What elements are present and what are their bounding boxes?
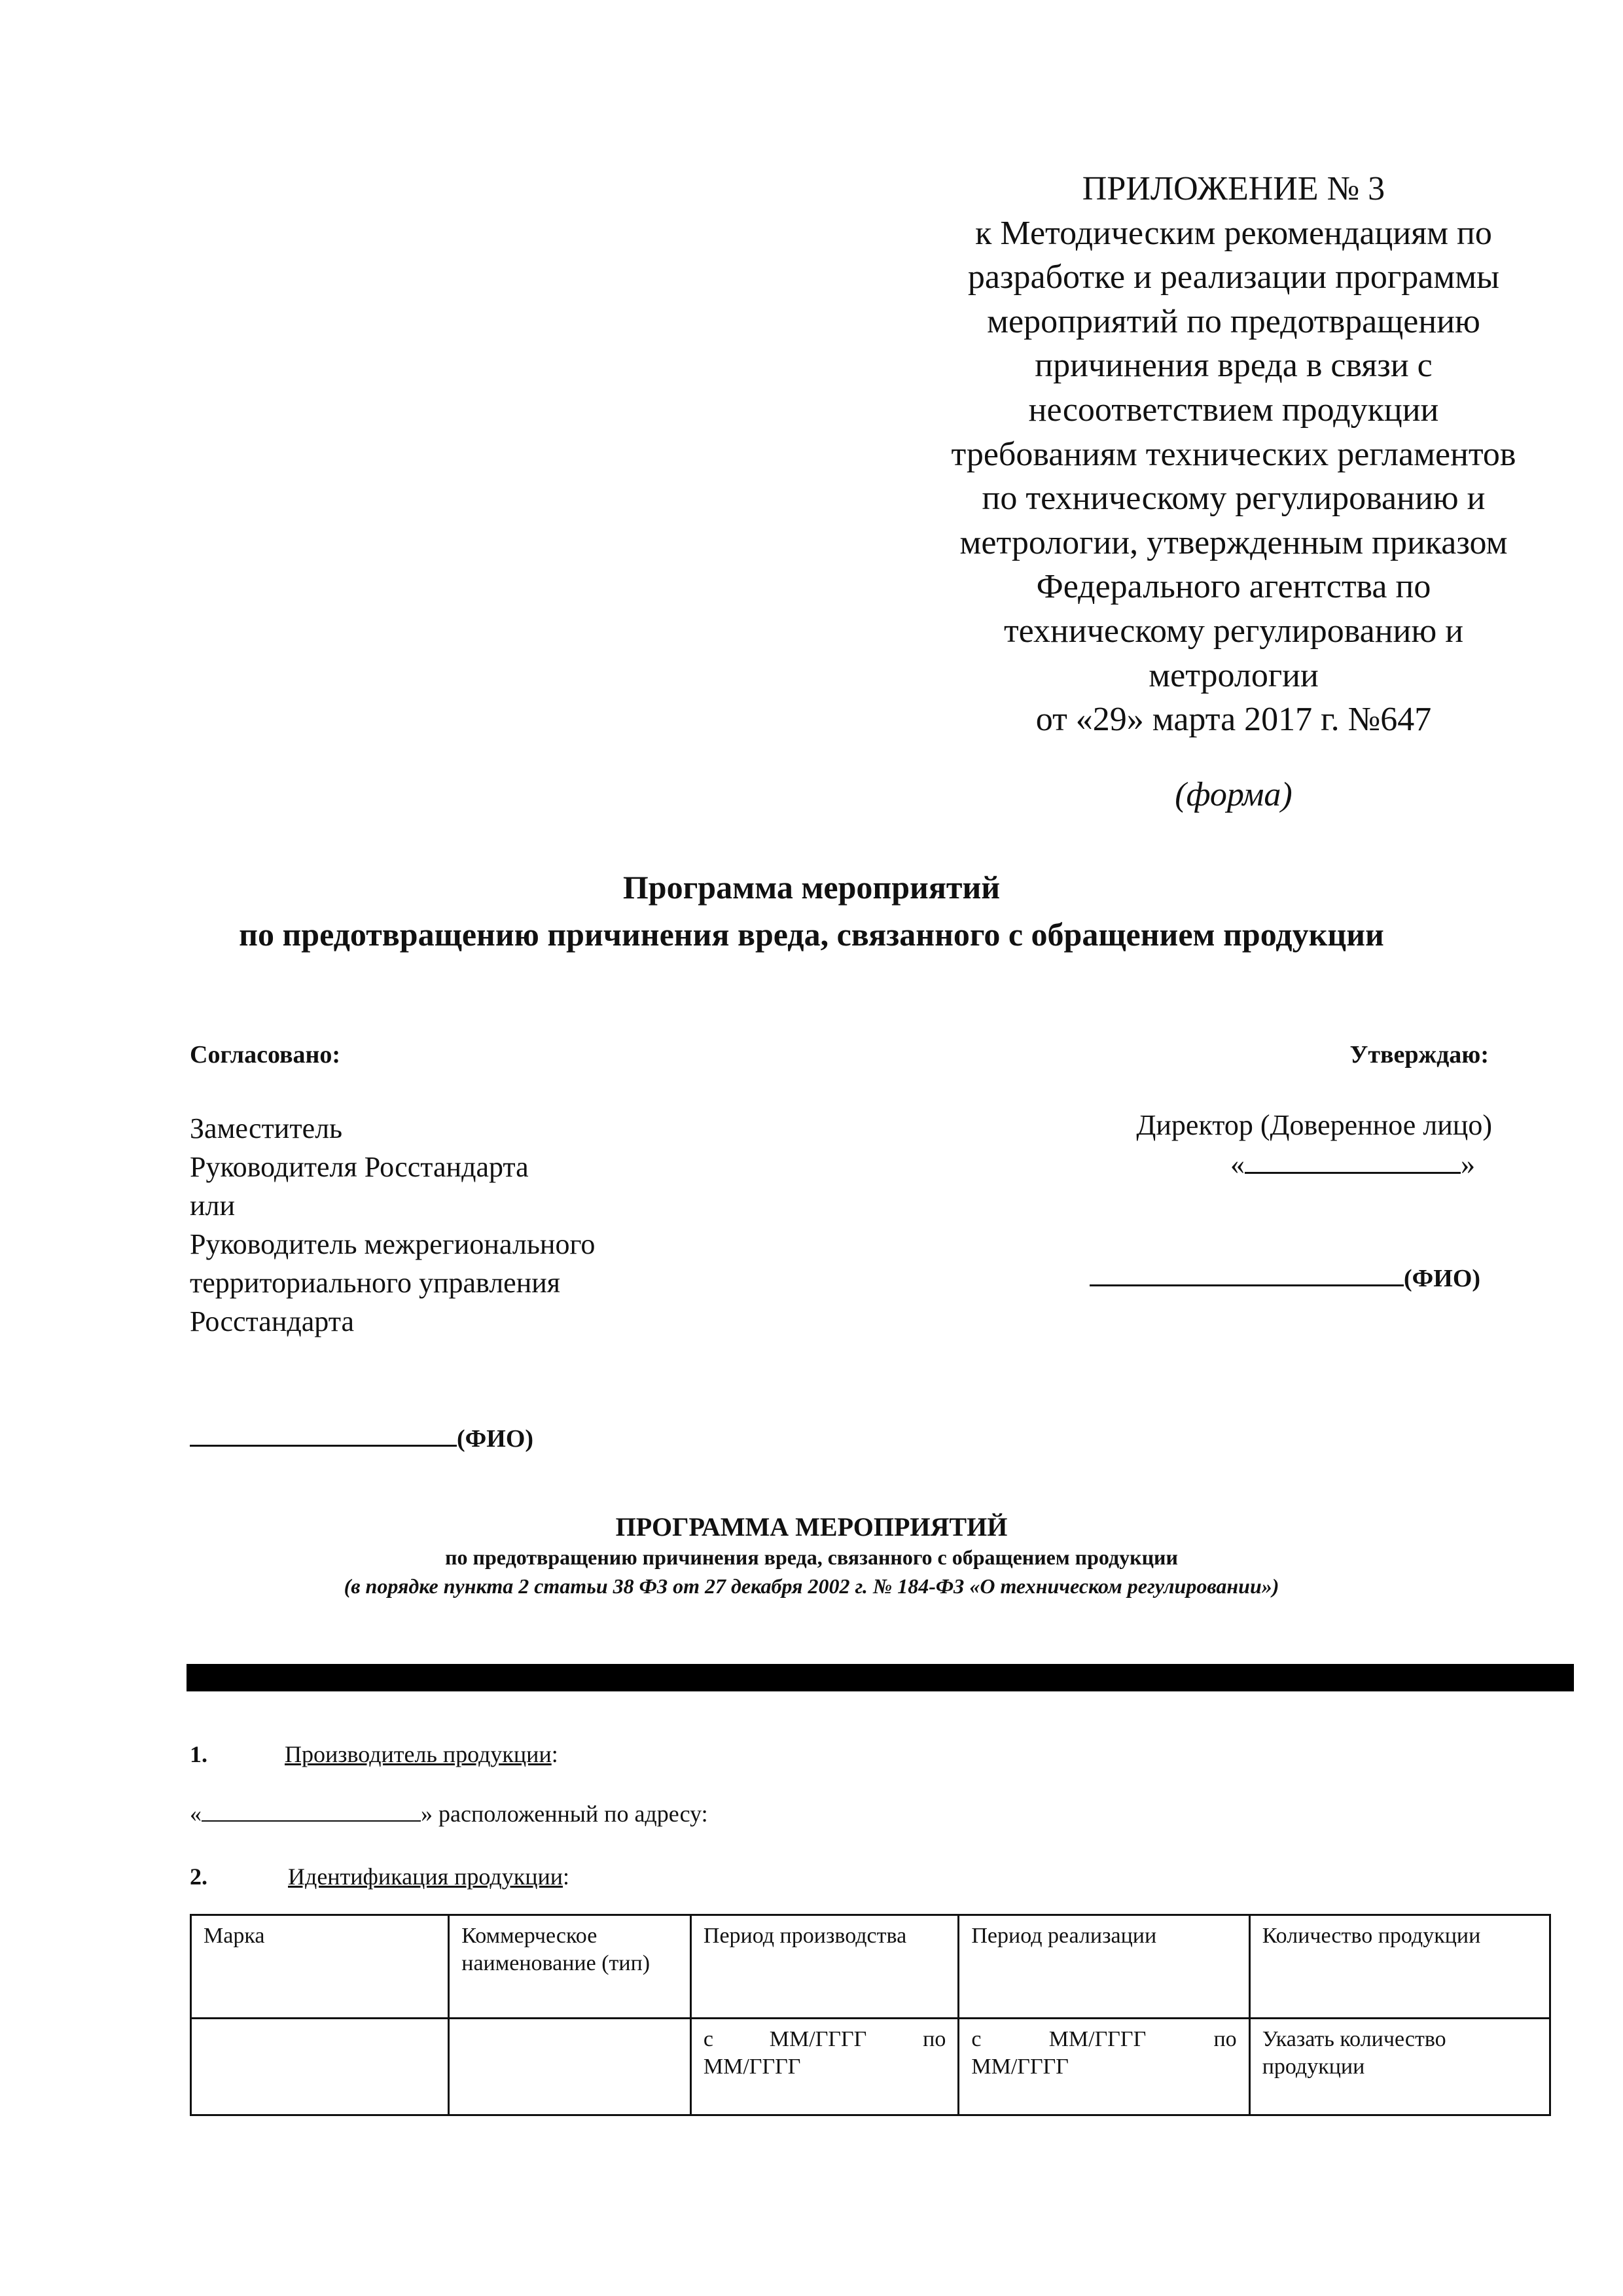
appendix-line: требованиям технических регламентов <box>951 435 1516 473</box>
appendix-line: техническому регулированию и <box>1003 612 1464 650</box>
appendix-line: Федерального агентства по <box>1036 568 1431 606</box>
appendix-block <box>870 167 1597 742</box>
agreed-line: Заместитель <box>190 1112 343 1144</box>
section-1-number <box>190 1740 207 1768</box>
date-placeholder: ММ/ГГГГ <box>971 2055 1069 2079</box>
approved-quote-field <box>1230 1145 1475 1184</box>
appendix-line: метрологии <box>1149 656 1319 694</box>
agreed-fio-field <box>190 1420 533 1453</box>
section-2-number <box>190 1863 207 1890</box>
to-text: по <box>923 2027 946 2051</box>
fio-line <box>190 1420 457 1447</box>
black-bar <box>187 1664 1574 1691</box>
section-colon: : <box>563 1863 570 1890</box>
cell-production-period <box>690 2019 958 2115</box>
quote-open: « <box>1230 1148 1245 1180</box>
cell-brand <box>191 2019 449 2115</box>
program-subtitle: по предотвращению причинения вреда, связанного с обращением продукции <box>445 1545 1178 1569</box>
appendix-line: несоответствием продукции <box>1028 391 1439 429</box>
program-heading <box>0 1511 1623 1600</box>
appendix-line: по техническому регулированию и <box>982 480 1486 518</box>
table-row <box>191 2019 1550 2115</box>
approved-fio: (ФИО) <box>1404 1265 1481 1292</box>
section-number: 2. <box>190 1863 207 1890</box>
header-sales-period: Период реализации <box>959 1915 1249 2019</box>
appendix-line: метрологии, утвержденным приказом <box>959 523 1508 561</box>
identification-table <box>190 1914 1551 2116</box>
section-colon: : <box>551 1741 558 1767</box>
quote-open: « <box>190 1801 202 1827</box>
agreed-label: Согласовано: <box>190 1041 341 1069</box>
approved-fio-field <box>1090 1260 1480 1293</box>
to-text: по <box>1213 2027 1237 2051</box>
agreed-line: или <box>190 1190 236 1222</box>
fio-line <box>1090 1260 1404 1286</box>
document-title <box>0 864 1623 958</box>
appendix-title: ПРИЛОЖЕНИЕ № 3 <box>1082 170 1385 207</box>
appendix-line: от «29» марта 2017 г. №647 <box>1035 701 1432 739</box>
agreed-fio: (ФИО) <box>457 1425 534 1453</box>
cell-sales-period <box>959 2019 1249 2115</box>
approved-label: Утверждаю: <box>1349 1041 1489 1069</box>
title-line-2: по предотвращению причинения вреда, связанного с обращением продукции <box>239 916 1384 953</box>
header-brand: Марка <box>191 1915 449 2019</box>
quote-close: » <box>1461 1148 1475 1180</box>
header-name: Коммерческое наименование (тип) <box>449 1915 691 2019</box>
agreed-block <box>190 1109 595 1341</box>
section-1-heading <box>285 1740 558 1768</box>
agreed-line: Росстандарта <box>190 1305 355 1337</box>
date-placeholder: ММ/ГГГГ <box>769 2027 867 2051</box>
program-title: ПРОГРАММА МЕРОПРИЯТИЙ <box>615 1512 1008 1542</box>
approved-role: Директор (Доверенное лицо) <box>1136 1109 1492 1141</box>
section-number: 1. <box>190 1741 207 1767</box>
agreed-line: Руководителя Росстандарта <box>190 1151 529 1183</box>
from-text: с <box>703 2027 713 2051</box>
appendix-line: к Методическим рекомендациям по <box>975 214 1492 252</box>
cell-quantity: Указать количество продукции <box>1249 2019 1550 2115</box>
agreed-line: территориального управления <box>190 1267 561 1299</box>
section-2-heading <box>288 1863 569 1890</box>
title-line-1: Программа мероприятий <box>622 869 1001 906</box>
appendix-line: разработке и реализации программы <box>967 258 1500 296</box>
signature-line <box>1245 1146 1461 1174</box>
program-basis: (в порядке пункта 2 статьи 38 ФЗ от 27 декабря 2002 г. № 184-ФЗ «О техническом регулировании») <box>344 1574 1279 1598</box>
cell-name <box>449 2019 691 2115</box>
agreed-line: Руководитель межрегионального <box>190 1228 596 1260</box>
section-title: Идентификация продукции <box>288 1863 563 1890</box>
manufacturer-address <box>190 1799 708 1828</box>
manufacturer-line <box>202 1799 421 1822</box>
appendix-line: причинения вреда в связи с <box>1035 347 1433 385</box>
date-placeholder: ММ/ГГГГ <box>1048 2027 1147 2051</box>
form-label: (форма) <box>1175 776 1293 813</box>
table-header-row <box>191 1915 1550 2019</box>
section-title: Производитель продукции <box>285 1741 552 1767</box>
header-production-period: Период производства <box>690 1915 958 2019</box>
address-text: » расположенный по адресу: <box>421 1801 708 1827</box>
from-text: с <box>971 2027 982 2051</box>
header-quantity: Количество продукции <box>1249 1915 1550 2019</box>
period-line <box>704 2026 946 2053</box>
appendix-line: мероприятий по предотвращению <box>987 302 1480 340</box>
period-line <box>971 2026 1236 2053</box>
date-placeholder: ММ/ГГГГ <box>703 2055 801 2079</box>
